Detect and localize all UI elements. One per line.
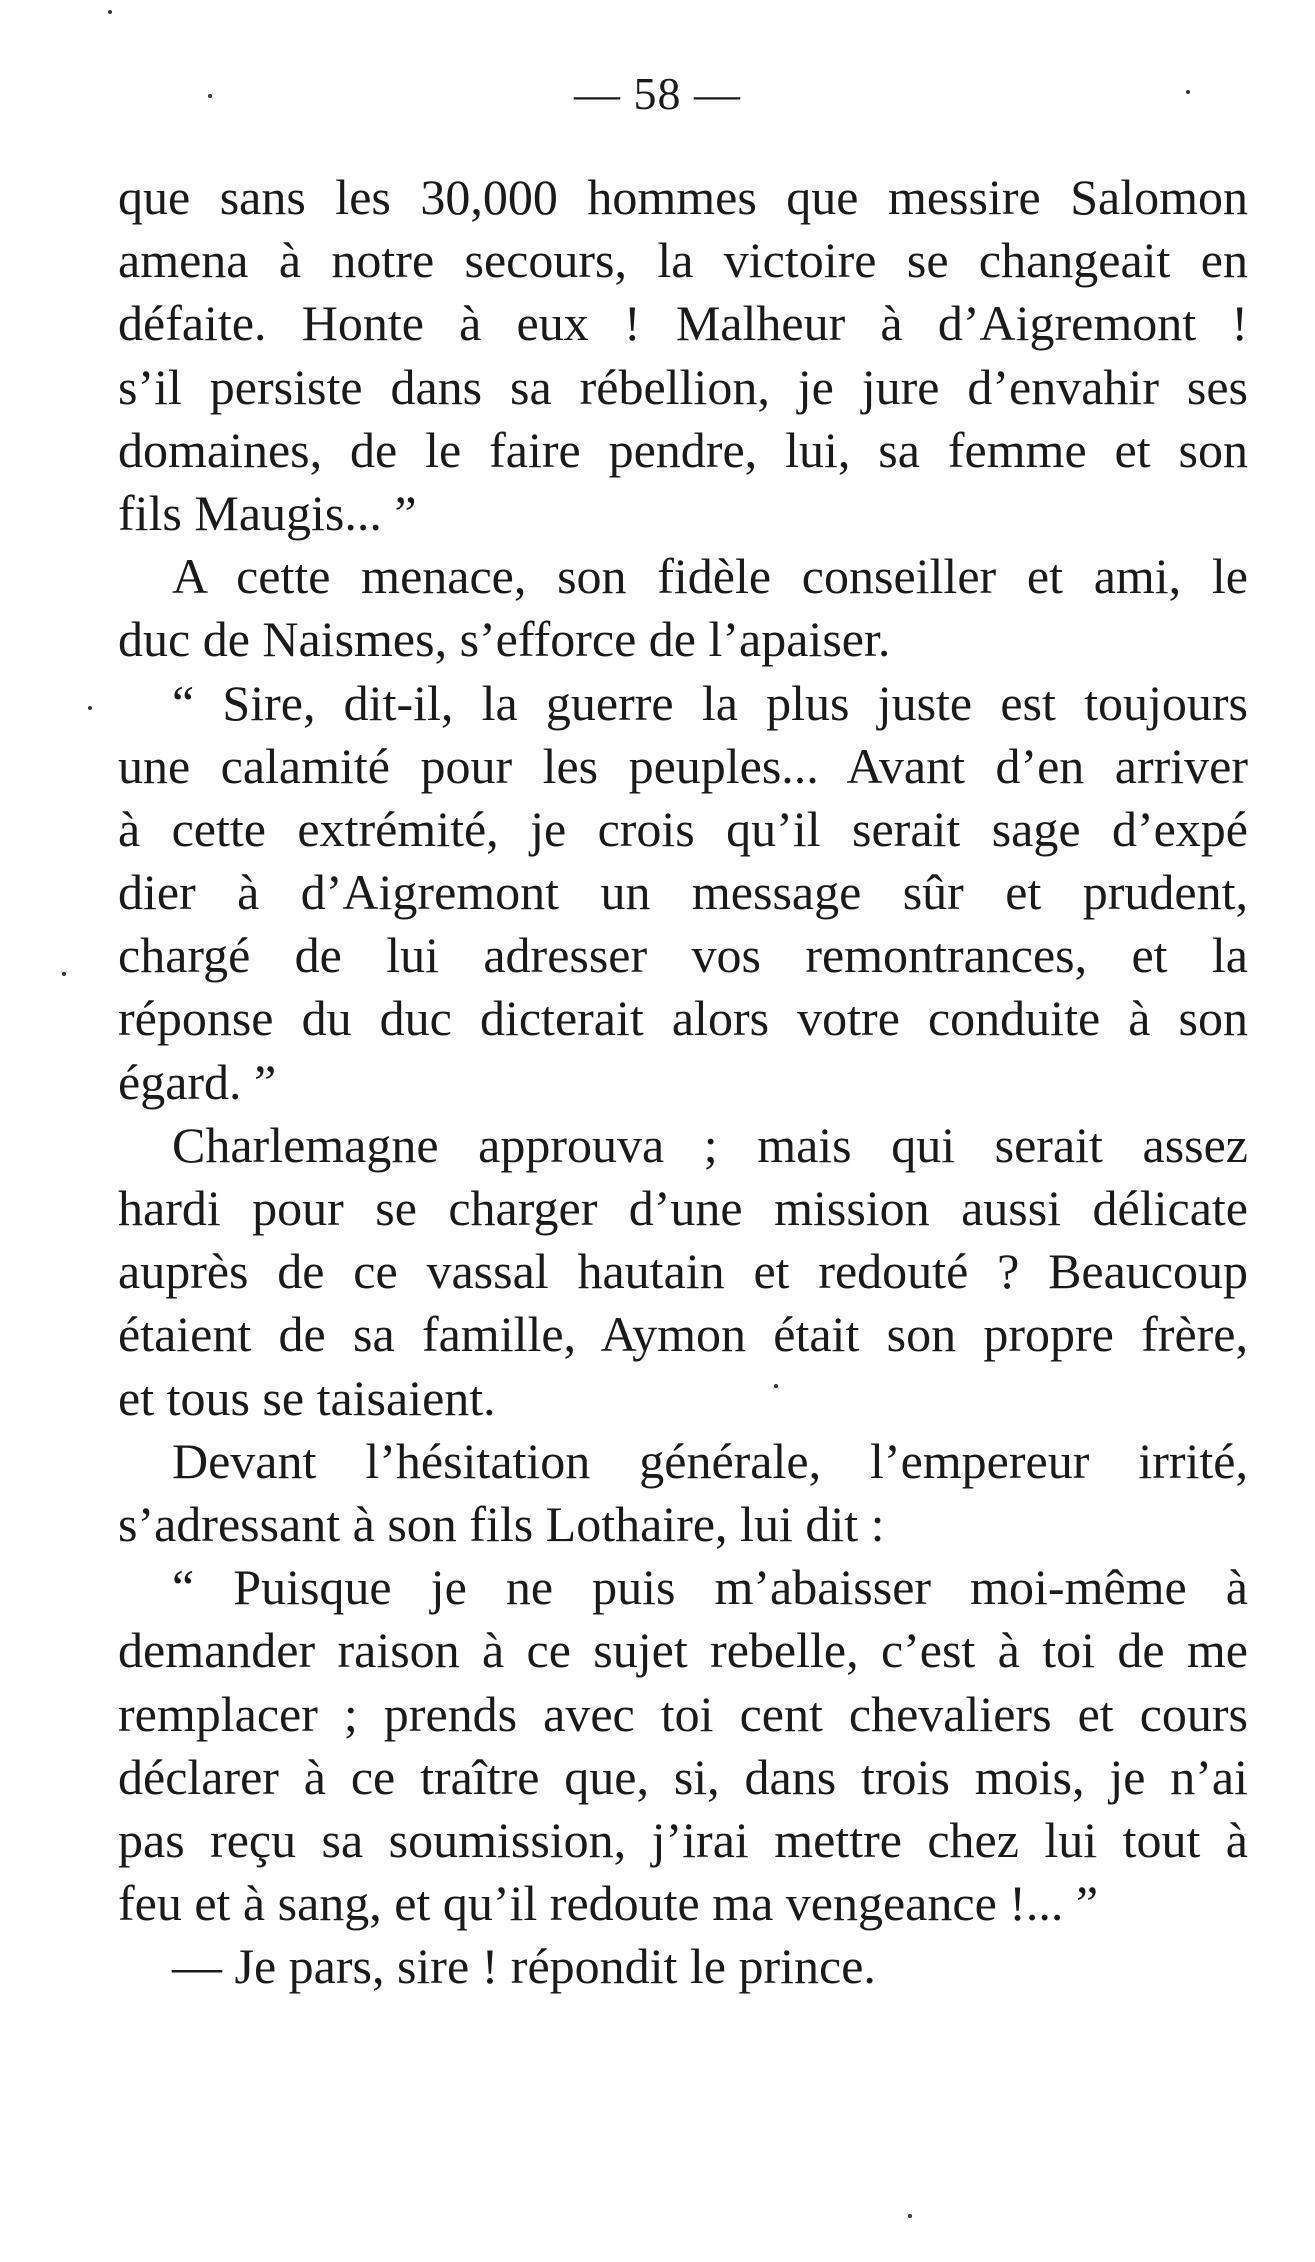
text-line: que sans les 30,000 hommes que messire Salomon <box>118 169 1248 225</box>
text-line: Devant l’hésitation générale, l’empereur irrité, <box>172 1432 1248 1489</box>
scan-speck <box>908 2214 912 2218</box>
text-line: s’adressant à son fils Lothaire, lui dit : <box>118 1495 885 1552</box>
text-line: feu et à sang, et qu’il redoute ma vengeance !... ” <box>118 1875 1099 1932</box>
text-line: “ Puisque je ne puis m’abaisser moi-même à <box>172 1559 1248 1616</box>
text-line: A cette menace, son fidèle conseiller et ami, le <box>172 548 1248 605</box>
text-line: et tous se taisaient. <box>118 1369 496 1426</box>
text-line: — Je pars, sire ! répondit le prince. <box>172 1938 876 1995</box>
text-line: étaient de sa famille, Aymon était son propre frère, <box>118 1306 1248 1363</box>
scan-speck <box>774 1384 778 1388</box>
text-line: pas reçu sa soumission, j’irai mettre chez lui tout à <box>118 1811 1248 1868</box>
text-line: réponse du duc dicterait alors votre conduite à son <box>118 990 1248 1047</box>
page-number: — 58 — <box>574 68 741 119</box>
text-line: fils Maugis... ” <box>118 484 417 541</box>
text-line: chargé de lui adresser vos remontrances, et la <box>118 927 1248 984</box>
text-line: hardi pour se charger d’une mission aussi délicate <box>118 1180 1248 1236</box>
scan-speck <box>208 94 212 98</box>
text-line: défaite. Honte à eux ! Malheur à d’Aigremont ! <box>118 295 1248 352</box>
text-line: égard. ” <box>118 1053 277 1110</box>
text-line: une calamité pour les peuples... Avant d’en arriver <box>118 737 1248 794</box>
scan-speck <box>108 10 112 14</box>
text-line: déclarer à ce traître que, si, dans trois mois, je n’ai <box>118 1748 1248 1805</box>
scan-speck <box>88 706 92 710</box>
text-line: Charlemagne approuva ; mais qui serait assez <box>172 1116 1248 1173</box>
text-line: dier à d’Aigremont un message sûr et prudent, <box>118 864 1248 921</box>
text-line: s’il persiste dans sa rébellion, je jure d’envahir ses <box>118 358 1248 415</box>
text-line: “ Sire, dit-il, la guerre la plus juste est toujours <box>172 674 1248 731</box>
text-line: demander raison à ce sujet rebelle, c’est à toi de me <box>118 1622 1248 1679</box>
scan-speck <box>62 972 66 976</box>
text-line: amena à notre secours, la victoire se changeait en <box>118 232 1248 289</box>
body-text <box>118 166 1248 1998</box>
text-line: domaines, de le faire pendre, lui, sa femme et son <box>118 421 1248 478</box>
text-line: duc de Naismes, s’efforce de l’apaiser. <box>118 611 891 668</box>
text-line: remplacer ; prends avec toi cent chevaliers et cours <box>118 1685 1248 1742</box>
scan-speck <box>1186 90 1190 94</box>
text-line: auprès de ce vassal hautain et redouté ? Beaucoup <box>118 1243 1248 1300</box>
text-line: à cette extrémité, je crois qu’il serait sage d’expé <box>118 800 1248 857</box>
